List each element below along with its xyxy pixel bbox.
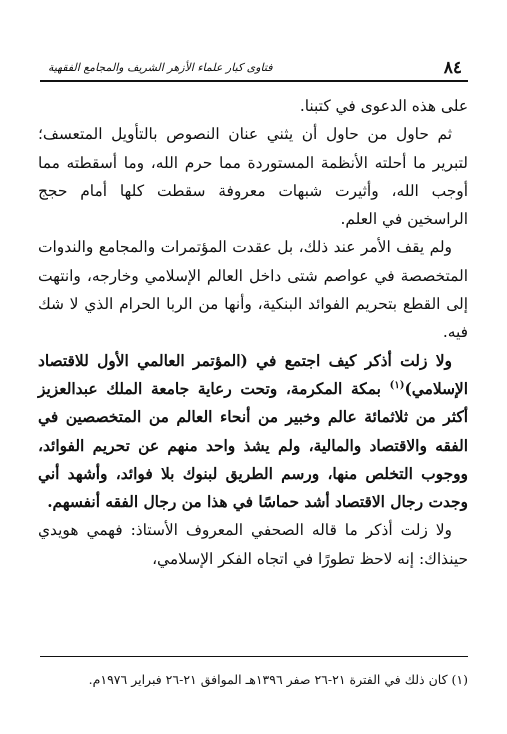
header-rule: [40, 80, 468, 82]
paragraph-5: ولا زلت أذكر ما قاله الصحفي المعروف الأستاذ: فهمي هويدي حينذاك: إنه لاحظ تطورًا في اتجاه الفكر الإسلامي،: [38, 521, 468, 568]
paragraph-3: ولم يقف الأمر عند ذلك، بل عقدت المؤتمرات والمجامع والندوات المتخصصة في عواصم شتى داخل العالم الإسلامي وخارجه، وانتهت إلى القطع بتحريم الفوائد البنكية، وأنها من الربا الحرام الذي لا شك فيه.: [38, 238, 468, 342]
running-title: فتاوى كبار علماء الأزهر الشريف والمجامع الفقهية: [48, 61, 273, 74]
paragraph-2: ثم حاول من حاول أن يثني عنان النصوص بالتأويل المتعسف؛ لتبرير ما أحلته الأنظمة المستوردة مما حرم الله، وما أسقطته مما أوجب الله، وأثيرت شبهات معروفة سقطت كلها أمام حجج الراسخين في العلم.: [38, 125, 468, 229]
paragraph-4: ولا زلت أذكر كيف اجتمع في (المؤتمر العالمي الأول للاقتصاد الإسلامي)$^{(١)}$ بمكة المكرمة، وتحت رعاية جامعة الملك عبدالعزيز أكثر من ثلاثمائة عالم وخبير من أنحاء العالم من المتخصصين في الفقه والاقتصاد والمالية، ولم يشذ واحد منهم عن تحريم الفوائد، ووجوب التخلص منها، ورسم الطريق لبنوك بلا فوائد، وأشهد أني وجدت رجال الاقتصاد أشد حماسًا في هذا من رجال الفقه أنفسهم.: [38, 351, 468, 512]
footnote-reference[interactable]: (١): [389, 379, 405, 391]
footnotes: [40, 656, 468, 689]
footnote-1: (١) كان ذلك في الفترة ٢١-٢٦ صفر ١٣٩٦هـ الموافق ٢١-٢٦ فبراير ١٩٧٦م.: [88, 672, 468, 687]
page-header: [40, 56, 468, 82]
footnote-rule: [40, 656, 468, 657]
paragraph-1: على هذه الدعوى في كتبنا.: [299, 97, 468, 115]
page-number: ٨٤: [443, 58, 462, 78]
body-text: [38, 92, 468, 573]
